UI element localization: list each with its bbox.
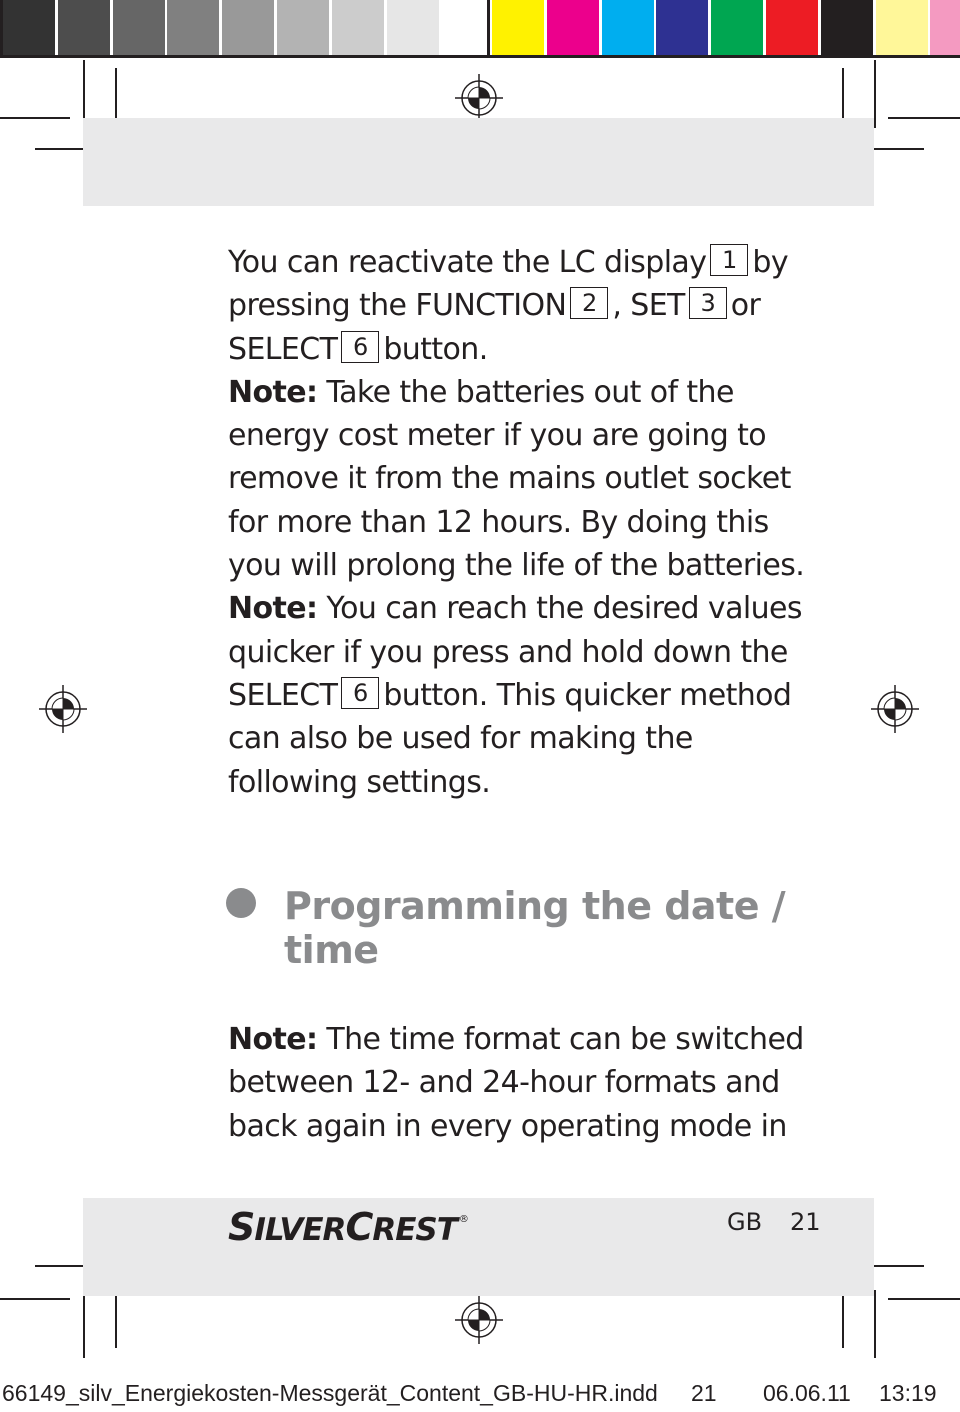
registration-target-icon [39,685,87,733]
color-swatch-frame [487,0,960,58]
logo-letters: REST [372,1212,457,1248]
note-label: Note: [228,591,318,627]
bullet-dot-icon [226,888,256,918]
reference-number-box: 1 [710,244,748,276]
registration-target-icon [455,1296,503,1344]
body-text [228,241,828,804]
note-label: Note: [228,1022,318,1057]
crop-mark [0,117,70,119]
logo-letter: C [345,1205,373,1249]
crop-mark [842,1290,844,1348]
crop-mark [874,1290,876,1358]
paragraph-batteries-note [228,371,828,587]
note-label: Note: [228,374,318,410]
logo-letters: ILVER [254,1212,346,1248]
paragraph-quick-values-note [228,587,828,803]
registration-target-icon [871,685,919,733]
text-span: , SET [612,288,685,324]
logo-letter: S [228,1205,255,1249]
language-code: GB [727,1208,763,1236]
slug-time: 13:19 [879,1380,937,1406]
crop-mark [0,1298,70,1300]
reference-number-box: 6 [341,677,379,709]
registered-mark: ® [458,1214,468,1225]
crop-mark [866,1265,924,1267]
text-span: The time format can be switched between 12- and 24-hour formats and back again in every operating mode in [228,1022,804,1144]
text-span: You can reactivate the LC display [228,245,707,280]
text-span: button. This quicker method can also be used for making the following settings. [228,677,792,800]
section-heading: Programming the date / time [284,884,786,972]
text-span: Take the batteries out of the energy cost meter if you are going to remove it from the mains outlet socket for more than 12 hours. By doing this you will prolong the life of the batteries. [228,374,805,584]
page-number: 21 [790,1208,821,1236]
silvercrest-logo [228,1205,468,1249]
text-span: by pressing the FUNCTION [228,245,788,324]
crop-mark [83,1290,85,1358]
print-slug [0,1380,960,1412]
crop-mark [866,148,924,150]
gray-swatch-frame [0,0,499,58]
body-text-lower [228,1018,828,1148]
crop-mark [888,117,960,119]
text-span: button. [383,331,488,367]
crop-mark [115,1290,117,1348]
reference-number-box: 3 [689,287,727,319]
slug-filename: 66149_silv_Energiekosten-Messgerät_Content_GB-HU-HR.indd [2,1380,658,1406]
registration-target-icon [455,74,503,122]
reference-number-box: 6 [341,331,379,363]
paragraph-time-format-note [228,1018,828,1148]
text-span: or SELECT [228,288,761,367]
slug-page: 21 [691,1380,717,1406]
header-band [83,118,874,206]
crop-mark [874,60,876,128]
reference-number-box: 2 [570,287,608,319]
crop-mark [888,1298,960,1300]
slug-date: 06.06.11 [763,1380,851,1406]
text-span: You can reach the desired values quicker if you press and hold down the SELECT [228,591,802,713]
paragraph-reactivate-display [228,241,828,371]
